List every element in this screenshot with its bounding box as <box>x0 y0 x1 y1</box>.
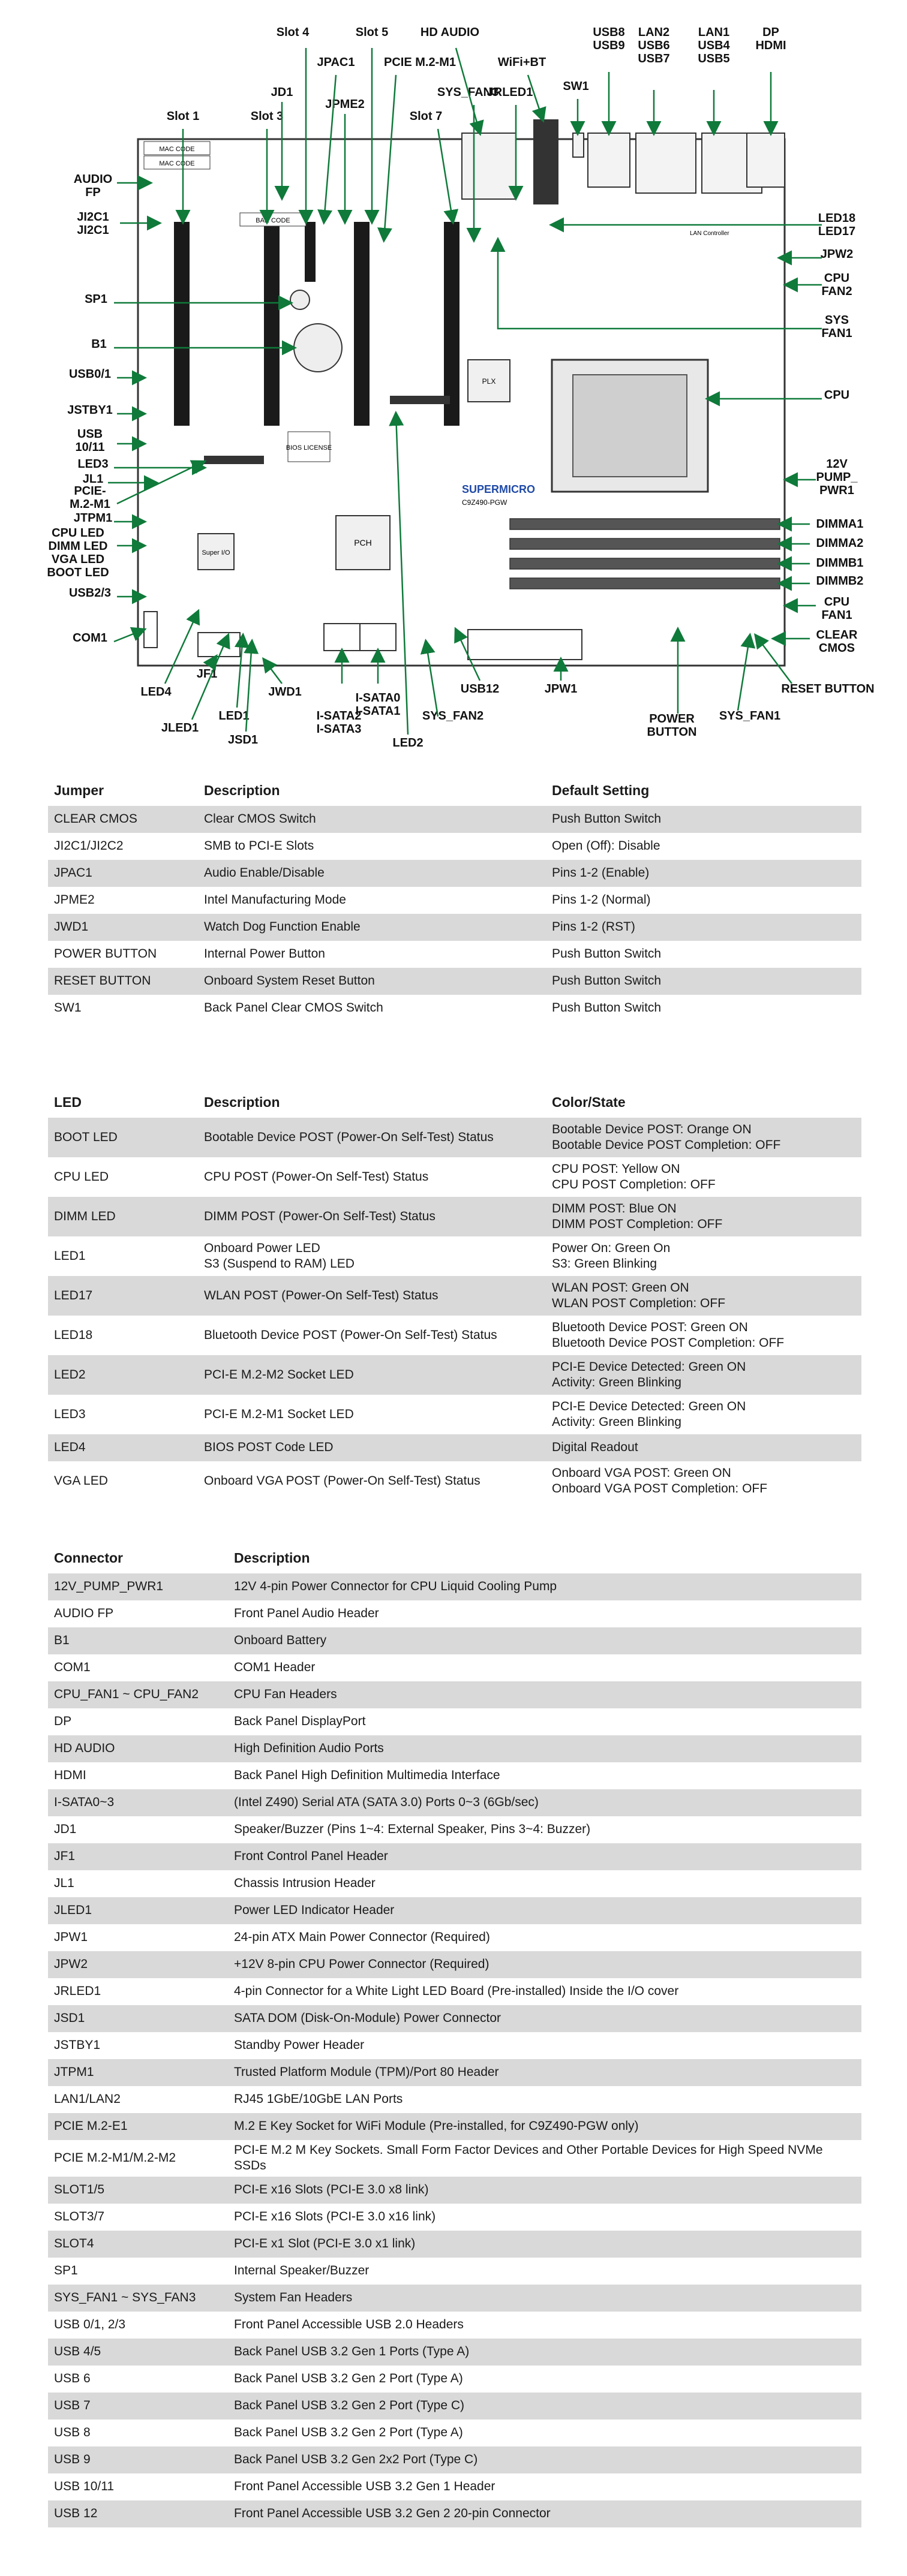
connector-cell-0: CPU_FAN1 ~ CPU_FAN2 <box>48 1681 228 1708</box>
pcie-slot-5 <box>354 222 370 426</box>
callout-sp1: SP1 <box>85 293 107 306</box>
connector-row <box>48 1870 861 1897</box>
jumper-cell-1: Clear CMOS Switch <box>198 806 546 833</box>
connector-row <box>48 2500 861 2527</box>
connector-cell-0: B1 <box>48 1627 228 1654</box>
led-cell-1: CPU POST (Power-On Self-Test) Status <box>198 1157 546 1197</box>
callout-usb0-1: USB0/1 <box>68 368 112 381</box>
led-row <box>48 1197 861 1236</box>
led-cell-0: LED4 <box>48 1434 198 1461</box>
lan2-usb-port <box>636 133 696 193</box>
jumper-cell-2: Pins 1-2 (RST) <box>546 914 861 941</box>
led-cell-1: PCI-E M.2-M2 Socket LED <box>198 1355 546 1395</box>
led-cell-2: Bluetooth Device POST: Green ON Bluetooth Device POST Completion: OFF <box>546 1316 861 1355</box>
led-cell-2: Onboard VGA POST: Green ON Onboard VGA POST Completion: OFF <box>546 1461 861 1501</box>
connector-cell-1: SATA DOM (Disk-On-Module) Power Connector <box>228 2005 861 2032</box>
jumper-row <box>48 995 861 1022</box>
connector-row <box>48 1951 861 1978</box>
usb8-9-port <box>588 133 630 187</box>
callout-pcie-m2-m1: PCIE M.2-M1 <box>383 56 456 69</box>
led-cell-2: CPU POST: Yellow ON CPU POST Completion: OFF <box>546 1157 861 1197</box>
led-cell-1: PCI-E M.2-M1 Socket LED <box>198 1395 546 1434</box>
led-cell-0: LED2 <box>48 1355 198 1395</box>
jumper-header-setting: Default Setting <box>552 783 650 798</box>
connector-cell-1: Back Panel USB 3.2 Gen 2 Port (Type A) <box>228 2366 861 2393</box>
connector-cell-1: PCI-E x16 Slots (PCI-E 3.0 x8 link) <box>228 2177 861 2204</box>
connector-cell-1: COM1 Header <box>228 1654 861 1681</box>
dimm-a1 <box>510 519 780 529</box>
callout-cpu: CPU <box>824 389 850 402</box>
connector-cell-1: System Fan Headers <box>228 2285 861 2312</box>
connector-cell-1: Onboard Battery <box>228 1627 861 1654</box>
led-section <box>48 1091 861 1501</box>
led-row <box>48 1434 861 1461</box>
pcie-slot-3 <box>264 222 280 426</box>
callout-power-button: POWER BUTTON <box>647 712 697 739</box>
callout-lan2: LAN2 USB6 USB7 <box>638 26 670 65</box>
jumper-cell-2: Open (Off): Disable <box>546 833 861 860</box>
connector-cell-0: JRLED1 <box>48 1978 228 2005</box>
connector-row <box>48 2366 861 2393</box>
jpw1-connector <box>468 630 582 660</box>
connector-cell-1: Standby Power Header <box>228 2032 861 2059</box>
callout-jtpm1: JTPM1 <box>73 511 113 525</box>
jumper-header-desc: Description <box>204 783 280 798</box>
jumper-cell-2: Push Button Switch <box>546 941 861 968</box>
connector-cell-0: USB 9 <box>48 2446 228 2473</box>
connector-row <box>48 1708 861 1735</box>
led-cell-2: Digital Readout <box>546 1434 861 1461</box>
led-header-state: Color/State <box>552 1094 626 1110</box>
connector-row <box>48 1681 861 1708</box>
connector-cell-0: USB 6 <box>48 2366 228 2393</box>
jumper-cell-0: RESET BUTTON <box>48 968 198 995</box>
connector-row <box>48 2059 861 2086</box>
connector-cell-0: HD AUDIO <box>48 1735 228 1762</box>
callout-led4: LED4 <box>140 685 172 699</box>
connector-row <box>48 1843 861 1870</box>
jumper-cell-2: Push Button Switch <box>546 806 861 833</box>
jumper-row <box>48 860 861 887</box>
callout-pump: 12V PUMP_ PWR1 <box>816 458 858 497</box>
dimm-a2 <box>510 538 780 549</box>
connector-cell-0: 12V_PUMP_PWR1 <box>48 1573 228 1600</box>
led-cell-0: LED18 <box>48 1316 198 1355</box>
connector-cell-1: Chassis Intrusion Header <box>228 1870 861 1897</box>
connector-row <box>48 2339 861 2366</box>
wifi-module-connector <box>534 120 558 204</box>
connector-cell-1: PCI-E M.2 M Key Sockets. Small Form Factor Devices and Other Portable Devices for High Speed NVMe SSDs <box>228 2140 861 2177</box>
jumper-cell-0: POWER BUTTON <box>48 941 198 968</box>
connector-cell-1: Front Panel Audio Header <box>228 1600 861 1627</box>
callout-slot3: Slot 3 <box>250 110 284 123</box>
callout-clear-cmos: CLEAR CMOS <box>816 628 858 655</box>
connector-cell-0: JF1 <box>48 1843 228 1870</box>
callout-jpw1: JPW1 <box>544 682 578 696</box>
connector-row <box>48 2113 861 2140</box>
led-cell-1: Onboard Power LED S3 (Suspend to RAM) LED <box>198 1236 546 1276</box>
callout-hd-audio: HD AUDIO <box>420 26 480 39</box>
callout-usb10-11: USB 10/11 <box>75 428 105 454</box>
connector-cell-1: Front Panel Accessible USB 3.2 Gen 2 20-pin Connector <box>228 2500 861 2527</box>
connector-row <box>48 2312 861 2339</box>
led-table <box>48 1091 861 1501</box>
connector-row <box>48 2140 861 2177</box>
callout-jf1: JF1 <box>196 667 218 681</box>
callout-jpw2: JPW2 <box>820 248 854 261</box>
callout-slot1: Slot 1 <box>166 110 200 123</box>
callout-sys-fan1-right: SYS FAN1 <box>821 314 852 340</box>
connector-cell-0: JSD1 <box>48 2005 228 2032</box>
connector-row <box>48 2446 861 2473</box>
connector-row <box>48 2204 861 2231</box>
callout-dp-hdmi: DP HDMI <box>755 26 786 52</box>
connector-row <box>48 1627 861 1654</box>
connector-cell-1: Front Panel Accessible USB 2.0 Headers <box>228 2312 861 2339</box>
motherboard-layout-diagram <box>0 0 907 768</box>
connector-cell-1: M.2 E Key Socket for WiFi Module (Pre-installed, for C9Z490-PGW only) <box>228 2113 861 2140</box>
connector-row <box>48 2032 861 2059</box>
connector-cell-0: USB 8 <box>48 2419 228 2446</box>
hd-audio-port <box>462 133 516 199</box>
connector-row <box>48 1600 861 1627</box>
connector-cell-1: +12V 8-pin CPU Power Connector (Required) <box>228 1951 861 1978</box>
connector-cell-0: USB 0/1, 2/3 <box>48 2312 228 2339</box>
jumper-header-col: Jumper <box>54 783 104 798</box>
callout-ji2c: JI2C1 JI2C1 <box>77 210 109 237</box>
jumper-cell-0: JWD1 <box>48 914 198 941</box>
connector-row <box>48 2285 861 2312</box>
dimm-b2 <box>510 578 780 589</box>
connector-cell-0: JPW2 <box>48 1951 228 1978</box>
connector-cell-0: JPW1 <box>48 1924 228 1951</box>
led-row <box>48 1118 861 1157</box>
connector-cell-0: LAN1/LAN2 <box>48 2086 228 2113</box>
led-cell-0: LED3 <box>48 1395 198 1434</box>
led-cell-0: LED17 <box>48 1276 198 1316</box>
lan-controller-label: LAN Controller <box>690 230 729 237</box>
callout-jd1: JD1 <box>271 86 293 99</box>
callout-led18: LED18 LED17 <box>818 212 856 238</box>
led-row <box>48 1157 861 1197</box>
callout-lan1: LAN1 USB4 USB5 <box>698 26 730 65</box>
connector-cell-0: SP1 <box>48 2258 228 2285</box>
jumper-cell-2: Pins 1-2 (Enable) <box>546 860 861 887</box>
pcie-slot-4 <box>305 222 316 282</box>
connector-cell-1: Back Panel USB 3.2 Gen 2 Port (Type A) <box>228 2419 861 2446</box>
led-cell-1: Bootable Device POST (Power-On Self-Test) Status <box>198 1118 546 1157</box>
callout-sys-fan2: SYS_FAN2 <box>422 709 484 723</box>
connector-cell-0: SYS_FAN1 ~ SYS_FAN3 <box>48 2285 228 2312</box>
bios-license-label: BIOS LICENSE <box>286 444 332 452</box>
led-cell-1: BIOS POST Code LED <box>198 1434 546 1461</box>
connector-row <box>48 1897 861 1924</box>
dp-hdmi-port <box>747 133 785 187</box>
callout-sys-fan3: SYS_FAN3 <box>437 86 499 99</box>
sw1-switch <box>573 133 584 157</box>
connector-cell-1: High Definition Audio Ports <box>228 1735 861 1762</box>
connector-cell-1: Front Panel Accessible USB 3.2 Gen 1 Header <box>228 2473 861 2500</box>
led-cell-2: DIMM POST: Blue ON DIMM POST Completion: OFF <box>546 1197 861 1236</box>
battery-b1 <box>294 324 342 372</box>
connector-cell-0: USB 12 <box>48 2500 228 2527</box>
m2-m1-socket <box>204 456 264 464</box>
jumper-cell-2: Pins 1-2 (Normal) <box>546 887 861 914</box>
jumper-row <box>48 941 861 968</box>
jumper-cell-0: CLEAR CMOS <box>48 806 198 833</box>
led-cell-2: Bootable Device POST: Orange ON Bootable Device POST Completion: OFF <box>546 1118 861 1157</box>
led-cell-2: PCI-E Device Detected: Green ON Activity: Green Blinking <box>546 1355 861 1395</box>
connector-cell-1: Power LED Indicator Header <box>228 1897 861 1924</box>
jumper-row <box>48 968 861 995</box>
connector-cell-1: Trusted Platform Module (TPM)/Port 80 Header <box>228 2059 861 2086</box>
jf1-connector <box>198 633 240 657</box>
callout-jstby1: JSTBY1 <box>67 404 113 417</box>
led-header-desc: Description <box>204 1094 280 1110</box>
led-row <box>48 1355 861 1395</box>
callout-cpu-fan2: CPU FAN2 <box>821 272 852 298</box>
jumper-cell-0: JPAC1 <box>48 860 198 887</box>
connector-table <box>48 1547 861 2527</box>
connector-cell-0: JSTBY1 <box>48 2032 228 2059</box>
led-cell-1: Bluetooth Device POST (Power-On Self-Test) Status <box>198 1316 546 1355</box>
callout-slot5: Slot 5 <box>355 26 389 39</box>
connector-cell-0: SLOT3/7 <box>48 2204 228 2231</box>
led-cell-0: BOOT LED <box>48 1118 198 1157</box>
connector-cell-1: 12V 4-pin Power Connector for CPU Liquid Cooling Pump <box>228 1573 861 1600</box>
jumper-cell-1: Watch Dog Function Enable <box>198 914 546 941</box>
mac-code-label-1: MAC CODE <box>159 146 195 153</box>
callout-com1: COM1 <box>73 631 107 645</box>
connector-cell-0: USB 10/11 <box>48 2473 228 2500</box>
jumper-cell-2: Push Button Switch <box>546 968 861 995</box>
led-row <box>48 1276 861 1316</box>
connector-table-header <box>48 1547 861 1573</box>
connector-row <box>48 2086 861 2113</box>
connector-row <box>48 1735 861 1762</box>
sata-2-3 <box>324 624 360 651</box>
callout-jpac1: JPAC1 <box>317 56 355 69</box>
connector-row <box>48 2177 861 2204</box>
connector-cell-0: DP <box>48 1708 228 1735</box>
led-header-col: LED <box>54 1094 82 1110</box>
led-cell-0: VGA LED <box>48 1461 198 1501</box>
callout-jl1: JL1 <box>82 473 104 486</box>
connector-row <box>48 1978 861 2005</box>
jumper-row <box>48 806 861 833</box>
callout-jpme2: JPME2 <box>325 98 365 111</box>
connector-cell-1: Internal Speaker/Buzzer <box>228 2258 861 2285</box>
connector-cell-0: USB 4/5 <box>48 2339 228 2366</box>
led-cell-2: WLAN POST: Green ON WLAN POST Completion: OFF <box>546 1276 861 1316</box>
led-cell-2: Power On: Green On S3: Green Blinking <box>546 1236 861 1276</box>
jumper-cell-0: JPME2 <box>48 887 198 914</box>
connector-cell-1: PCI-E x16 Slots (PCI-E 3.0 x16 link) <box>228 2204 861 2231</box>
connector-row <box>48 1789 861 1816</box>
callout-reset-button: RESET BUTTON <box>781 682 875 696</box>
callout-cpu-fan1: CPU FAN1 <box>821 595 852 622</box>
led-cell-2: PCI-E Device Detected: Green ON Activity: Green Blinking <box>546 1395 861 1434</box>
jumper-section <box>48 780 861 1022</box>
connector-cell-1: Speaker/Buzzer (Pins 1~4: External Speaker, Pins 3~4: Buzzer) <box>228 1816 861 1843</box>
connector-section <box>48 1547 861 2527</box>
sata-0-1 <box>360 624 396 651</box>
connector-row <box>48 2258 861 2285</box>
callout-jrled1: JRLED1 <box>486 86 533 99</box>
com1-connector <box>144 612 157 648</box>
pcie-slot-7 <box>444 222 459 426</box>
board-model: C9Z490-PGW <box>462 498 507 507</box>
connector-row <box>48 1654 861 1681</box>
jumper-table <box>48 780 861 1022</box>
callout-cpu-led: CPU LED DIMM LED VGA LED BOOT LED <box>47 526 109 579</box>
pch-label: PCH <box>354 538 372 547</box>
led-cell-1: Onboard VGA POST (Power-On Self-Test) Status <box>198 1461 546 1501</box>
connector-cell-1: Back Panel DisplayPort <box>228 1708 861 1735</box>
callout-slot4: Slot 4 <box>276 26 310 39</box>
callout-led2: LED2 <box>392 736 424 750</box>
connector-cell-1: Back Panel USB 3.2 Gen 2 Port (Type C) <box>228 2393 861 2419</box>
led-cell-1: WLAN POST (Power-On Self-Test) Status <box>198 1276 546 1316</box>
connector-row <box>48 2005 861 2032</box>
connector-row <box>48 2231 861 2258</box>
connector-cell-0: I-SATA0~3 <box>48 1789 228 1816</box>
connector-cell-0: JD1 <box>48 1816 228 1843</box>
jumper-cell-0: JI2C1/JI2C2 <box>48 833 198 860</box>
jumper-row <box>48 914 861 941</box>
callout-jled1: JLED1 <box>161 721 199 735</box>
connector-header-desc: Description <box>234 1550 310 1566</box>
callout-sw1: SW1 <box>563 80 589 93</box>
board-brand: SUPERMICRO <box>462 483 536 495</box>
callout-isata0: I-SATA0 I-SATA1 <box>355 691 401 718</box>
led-row <box>48 1316 861 1355</box>
connector-cell-1: Back Panel USB 3.2 Gen 2x2 Port (Type C) <box>228 2446 861 2473</box>
led-cell-0: DIMM LED <box>48 1197 198 1236</box>
connector-cell-0: HDMI <box>48 1762 228 1789</box>
connector-row <box>48 2473 861 2500</box>
led-cell-0: LED1 <box>48 1236 198 1276</box>
connector-cell-1: 4-pin Connector for a White Light LED Board (Pre-installed) Inside the I/O cover <box>228 1978 861 2005</box>
callout-dimma1: DIMMA1 <box>816 517 864 531</box>
callout-audio-fp: AUDIO FP <box>73 173 113 199</box>
callout-usb2-3: USB2/3 <box>68 586 112 600</box>
jumper-cell-0: SW1 <box>48 995 198 1022</box>
callout-isata2: I-SATA2 I-SATA3 <box>316 709 362 736</box>
connector-cell-1: PCI-E x1 Slot (PCI-E 3.0 x1 link) <box>228 2231 861 2258</box>
jumper-row <box>48 887 861 914</box>
callout-usb12: USB12 <box>460 682 500 696</box>
connector-cell-0: JTPM1 <box>48 2059 228 2086</box>
jumper-table-header <box>48 780 861 806</box>
callout-pcie-m2-m1b: PCIE-M.2-M1 <box>70 484 110 511</box>
dimm-b1 <box>510 558 780 569</box>
connector-cell-0: JLED1 <box>48 1897 228 1924</box>
jumper-cell-1: SMB to PCI-E Slots <box>198 833 546 860</box>
led-row <box>48 1395 861 1434</box>
jumper-row <box>48 833 861 860</box>
callout-jsd1: JSD1 <box>227 733 259 747</box>
pcie-slot-1 <box>174 222 190 426</box>
callout-dimma2: DIMMA2 <box>816 537 864 550</box>
connector-row <box>48 2419 861 2446</box>
led-row <box>48 1461 861 1501</box>
connector-row <box>48 1573 861 1600</box>
callout-dimmb2: DIMMB2 <box>816 574 864 588</box>
callout-sys-fan1: SYS_FAN1 <box>719 709 781 723</box>
connector-cell-0: JL1 <box>48 1870 228 1897</box>
connector-row <box>48 1924 861 1951</box>
connector-row <box>48 1762 861 1789</box>
led-table-header <box>48 1091 861 1118</box>
jumper-cell-2: Push Button Switch <box>546 995 861 1022</box>
jumper-cell-1: Internal Power Button <box>198 941 546 968</box>
connector-cell-0: PCIE M.2-E1 <box>48 2113 228 2140</box>
jumper-cell-1: Intel Manufacturing Mode <box>198 887 546 914</box>
callout-slot7: Slot 7 <box>409 110 443 123</box>
connector-cell-1: CPU Fan Headers <box>228 1681 861 1708</box>
connector-row <box>48 1816 861 1843</box>
m2-m2-socket <box>390 396 450 404</box>
callout-led3: LED3 <box>77 458 109 471</box>
connector-cell-0: SLOT4 <box>48 2231 228 2258</box>
led-row <box>48 1236 861 1276</box>
connector-cell-1: (Intel Z490) Serial ATA (SATA 3.0) Ports 0~3 (6Gb/sec) <box>228 1789 861 1816</box>
speaker-sp1 <box>290 290 310 309</box>
callout-usb8-9: USB8 USB9 <box>593 26 625 52</box>
connector-cell-1: RJ45 1GbE/10GbE LAN Ports <box>228 2086 861 2113</box>
callout-led1: LED1 <box>218 709 250 723</box>
connector-cell-0: PCIE M.2-M1/M.2-M2 <box>48 2140 228 2177</box>
connector-header-col: Connector <box>54 1550 123 1566</box>
callout-jwd1: JWD1 <box>268 685 302 699</box>
led-cell-1: DIMM POST (Power-On Self-Test) Status <box>198 1197 546 1236</box>
jumper-cell-1: Back Panel Clear CMOS Switch <box>198 995 546 1022</box>
connector-cell-1: Front Control Panel Header <box>228 1843 861 1870</box>
connector-cell-1: Back Panel High Definition Multimedia Interface <box>228 1762 861 1789</box>
callout-wifi-bt: WiFi+BT <box>497 56 546 69</box>
super-io-label: Super I/O <box>202 549 230 556</box>
connector-cell-1: Back Panel USB 3.2 Gen 1 Ports (Type A) <box>228 2339 861 2366</box>
connector-cell-0: COM1 <box>48 1654 228 1681</box>
bar-code-label: BAR CODE <box>256 217 290 224</box>
callout-dimmb1: DIMMB1 <box>816 556 864 570</box>
mac-code-label-2: MAC CODE <box>159 160 195 167</box>
jumper-cell-1: Audio Enable/Disable <box>198 860 546 887</box>
plx-label: PLX <box>482 377 496 386</box>
cpu-socket-inner <box>573 375 687 477</box>
connector-cell-0: SLOT1/5 <box>48 2177 228 2204</box>
connector-cell-0: AUDIO FP <box>48 1600 228 1627</box>
led-cell-0: CPU LED <box>48 1157 198 1197</box>
callout-b1: B1 <box>91 338 107 351</box>
connector-row <box>48 2393 861 2419</box>
jumper-cell-1: Onboard System Reset Button <box>198 968 546 995</box>
connector-cell-0: USB 7 <box>48 2393 228 2419</box>
connector-cell-1: 24-pin ATX Main Power Connector (Required) <box>228 1924 861 1951</box>
